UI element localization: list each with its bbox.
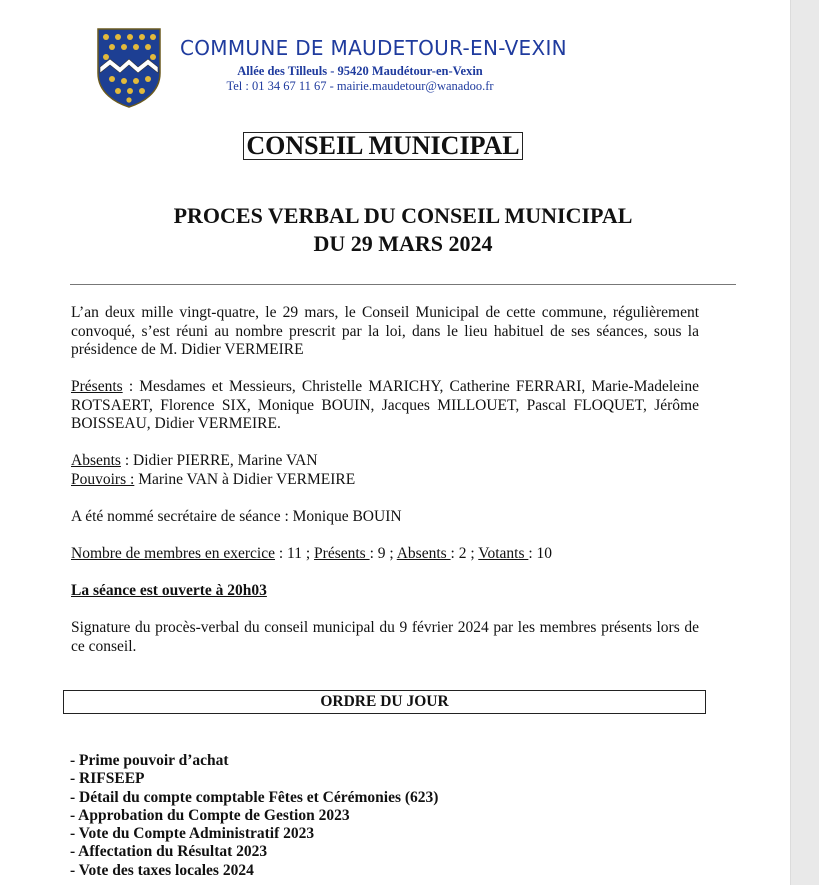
divider xyxy=(70,284,736,285)
agenda-list xyxy=(70,752,438,880)
agenda-item: - Affectation du Résultat 2023 xyxy=(70,843,268,861)
presents-list: : Mesdames et Messieurs, Christelle MARICHY, Catherine FERRARI, Marie-Madeleine ROTSAERT, Florence SIX, Monique BOUIN, Jacques MILLOUET, Pascal FLOQUET, Jérôme BOISSEAU, Didier VERMEIRE. xyxy=(71,378,699,432)
agenda-item: - Prime pouvoir d’achat xyxy=(70,752,229,769)
absents-count-value: : 2 ; xyxy=(450,545,479,562)
agenda-item: - Détail du compte comptable Fêtes et Cérémonies (623) xyxy=(70,788,439,806)
seance-ouverture: La séance est ouverte à 20h03 xyxy=(71,582,267,599)
pouvoirs-label: Pouvoirs : xyxy=(71,471,135,488)
scrollbar[interactable] xyxy=(790,0,819,885)
membres-value: : 11 ; xyxy=(274,545,315,562)
coat-of-arms-icon xyxy=(96,27,162,109)
commune-contact: Tel : 01 34 67 11 67 - mairie.maudetour@wanadoo.fr xyxy=(226,79,494,93)
presents-paragraph xyxy=(71,378,699,434)
presents-label: Présents xyxy=(71,378,123,395)
membres-label: Nombre de membres en exercice xyxy=(71,545,275,562)
commune-name: COMMUNE DE MAUDETOUR-EN-VEXIN xyxy=(180,36,567,60)
agenda-item: - RIFSEEP xyxy=(70,770,145,788)
conseil-municipal-title: CONSEIL MUNICIPAL xyxy=(243,132,523,160)
ordre-du-jour-title: ORDRE DU JOUR xyxy=(63,690,706,714)
secretaire-line: A été nommé secrétaire de séance : Monique BOUIN xyxy=(71,508,402,525)
signature-paragraph: Signature du procès-verbal du conseil municipal du 9 février 2024 par les membres présents lors de ce conseil. xyxy=(71,619,699,655)
pouvoirs-line xyxy=(71,471,699,490)
presents-count-value: : 9 ; xyxy=(369,545,397,562)
intro-paragraph: L’an deux mille vingt-quatre, le 29 mars, le Conseil Municipal de cette commune, régulièrement convoqué, s’est réuni au nombre prescrit par la loi, dans le lieu habituel de ses séances, sous la présidence de M. Didier VERMEIRE xyxy=(71,304,699,358)
absents-line xyxy=(71,452,699,471)
counts-line xyxy=(71,545,699,564)
votants-count-label: Votants xyxy=(478,545,529,562)
absents-count-label: Absents xyxy=(396,545,451,562)
presents-count-label: Présents xyxy=(314,545,370,562)
absents-label: Absents xyxy=(71,452,121,469)
commune-address: Allée des Tilleuls - 95420 Maudétour-en-Vexin xyxy=(237,64,483,78)
votants-count-value: : 10 xyxy=(528,545,553,562)
pouvoirs-text: Marine VAN à Didier VERMEIRE xyxy=(134,471,356,488)
agenda-item: - Vote des taxes locales 2024 xyxy=(70,861,254,879)
proces-verbal-title-line1: PROCES VERBAL DU CONSEIL MUNICIPAL xyxy=(173,203,633,228)
agenda-item: - Vote du Compte Administratif 2023 xyxy=(70,825,315,843)
absents-list: : Didier PIERRE, Marine VAN xyxy=(120,452,318,469)
proces-verbal-title xyxy=(70,202,736,258)
proces-verbal-title-line2: DU 29 MARS 2024 xyxy=(313,231,493,256)
agenda-item: - Approbation du Compte de Gestion 2023 xyxy=(70,806,350,824)
